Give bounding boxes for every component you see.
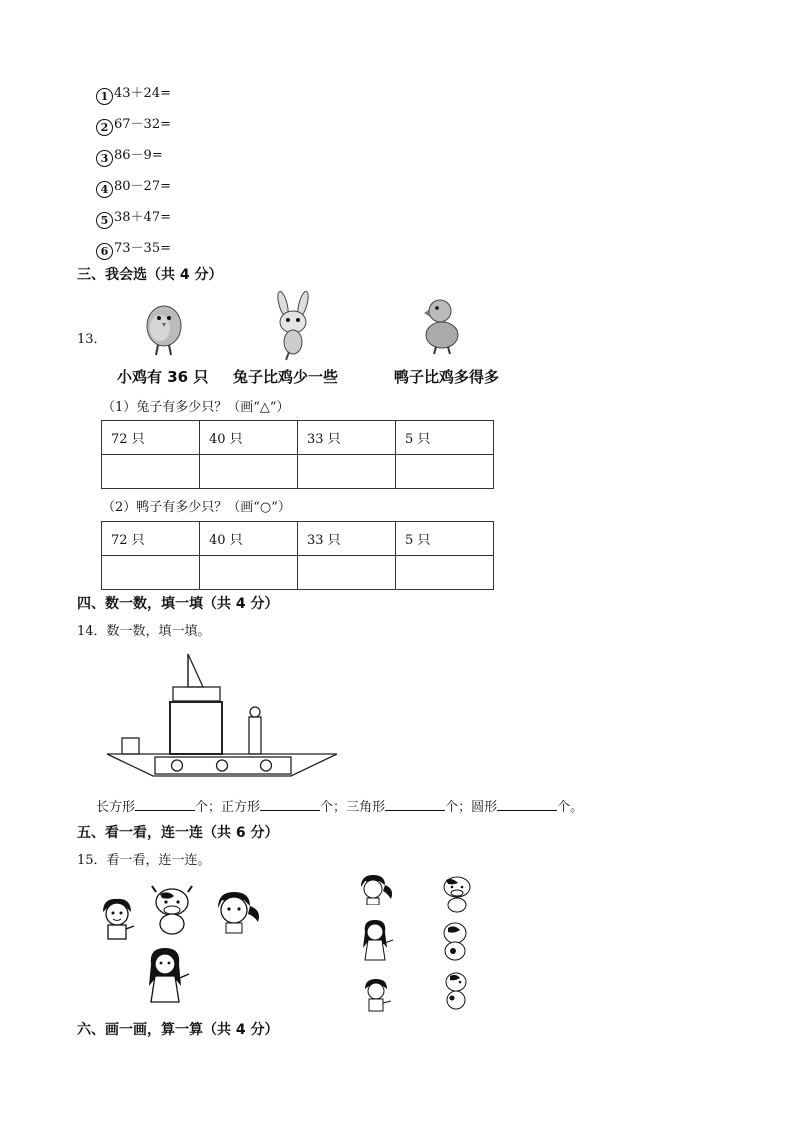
answer-cell[interactable] bbox=[396, 556, 494, 590]
girl-front-icon bbox=[143, 946, 195, 1006]
equation-1 bbox=[96, 82, 171, 105]
answer-cell[interactable] bbox=[298, 556, 396, 590]
chick-icon bbox=[140, 300, 188, 358]
chimney-rectangle bbox=[249, 717, 261, 754]
circled-number: 5 bbox=[96, 212, 113, 229]
circle-blank[interactable] bbox=[497, 798, 557, 811]
square bbox=[170, 702, 222, 754]
equation-text: 38＋47= bbox=[114, 210, 171, 225]
equation-text: 80－27= bbox=[114, 179, 171, 194]
option-cell: 72 只 bbox=[102, 421, 200, 455]
triangle-blank[interactable] bbox=[385, 798, 445, 811]
table-row bbox=[102, 421, 494, 455]
boy-front-icon bbox=[97, 896, 137, 944]
circled-number: 6 bbox=[96, 243, 113, 260]
equation-4 bbox=[96, 175, 171, 198]
girl-side-icon bbox=[210, 888, 264, 936]
unit-text: 个； bbox=[445, 800, 472, 815]
answer-table-rabbit bbox=[101, 420, 494, 489]
answer-cell[interactable] bbox=[396, 455, 494, 489]
duck-icon bbox=[418, 295, 462, 355]
cow-side-icon bbox=[442, 970, 470, 1012]
equation-2 bbox=[96, 113, 171, 136]
triangle-label: 三角形 bbox=[346, 800, 386, 815]
answer-cell[interactable] bbox=[102, 455, 200, 489]
equation-5 bbox=[96, 206, 171, 229]
equation-3 bbox=[96, 144, 163, 167]
answer-cell[interactable] bbox=[200, 556, 298, 590]
porthole-circle bbox=[172, 760, 183, 771]
table-row bbox=[102, 556, 494, 590]
small-circle bbox=[250, 707, 260, 717]
circled-number: 4 bbox=[96, 181, 113, 198]
sub-question-2: （2）鸭子有多少只？（画“○”） bbox=[102, 500, 291, 515]
question-13-number: 13． bbox=[77, 332, 107, 347]
circled-number: 2 bbox=[96, 119, 113, 136]
equation-text: 67－32= bbox=[114, 117, 171, 132]
rabbit-label: 兔子比鸡少一些 bbox=[233, 368, 339, 386]
answer-cell[interactable] bbox=[298, 455, 396, 489]
option-cell: 40 只 bbox=[200, 421, 298, 455]
table-row bbox=[102, 522, 494, 556]
porthole-circle bbox=[261, 760, 272, 771]
circle-label: 圆形 bbox=[471, 800, 498, 815]
option-cell: 5 只 bbox=[396, 421, 494, 455]
girl-small-front-icon bbox=[359, 918, 397, 962]
small-square bbox=[122, 738, 139, 754]
equation-text: 86－9= bbox=[114, 148, 163, 163]
option-cell: 33 只 bbox=[298, 421, 396, 455]
unit-text: 个； bbox=[195, 800, 222, 815]
boy-small-icon bbox=[361, 977, 393, 1015]
question-14-prompt: 14．数一数，填一填。 bbox=[77, 624, 211, 639]
question-15-prompt: 15．看一看，连一连。 bbox=[77, 853, 211, 868]
option-cell: 5 只 bbox=[396, 522, 494, 556]
equation-text: 73－35= bbox=[114, 241, 171, 256]
boat-figure bbox=[105, 650, 341, 780]
option-cell: 72 只 bbox=[102, 522, 200, 556]
option-cell: 33 只 bbox=[298, 522, 396, 556]
triangle-flag bbox=[188, 654, 203, 687]
rectangle-blank[interactable] bbox=[135, 798, 195, 811]
chick-label: 小鸡有 36 只 bbox=[117, 368, 209, 386]
equation-6 bbox=[96, 237, 171, 260]
duck-label: 鸭子比鸡多得多 bbox=[394, 368, 500, 386]
section-5-title: 五、看一看，连一连（共 6 分） bbox=[77, 825, 279, 841]
answer-table-duck bbox=[101, 521, 494, 590]
section-6-title: 六、画一画，算一算（共 4 分） bbox=[77, 1022, 279, 1038]
unit-text: 个。 bbox=[557, 800, 584, 815]
answer-cell[interactable] bbox=[200, 455, 298, 489]
answer-cell[interactable] bbox=[102, 556, 200, 590]
option-cell: 40 只 bbox=[200, 522, 298, 556]
section-4-title: 四、数一数，填一填（共 4 分） bbox=[77, 596, 279, 612]
circled-number: 3 bbox=[96, 150, 113, 167]
rectangle-label: 长方形 bbox=[96, 800, 136, 815]
square-blank[interactable] bbox=[260, 798, 320, 811]
cow-front-icon bbox=[150, 884, 194, 936]
cow-small-front-icon bbox=[440, 875, 474, 913]
circled-number: 1 bbox=[96, 88, 113, 105]
unit-text: 个； bbox=[320, 800, 347, 815]
girl-small-icon bbox=[357, 873, 395, 905]
porthole-circle bbox=[217, 760, 228, 771]
top-rectangle bbox=[173, 687, 220, 701]
rabbit-icon bbox=[268, 290, 318, 362]
section-3-title: 三、我会选（共 4 分） bbox=[77, 267, 223, 283]
table-row bbox=[102, 455, 494, 489]
square-label: 正方形 bbox=[221, 800, 261, 815]
shape-count-fill bbox=[96, 796, 583, 815]
cow-back-icon bbox=[440, 920, 470, 962]
sub-question-1: （1）兔子有多少只？（画“△”） bbox=[102, 400, 290, 415]
equation-text: 43＋24= bbox=[114, 86, 171, 101]
